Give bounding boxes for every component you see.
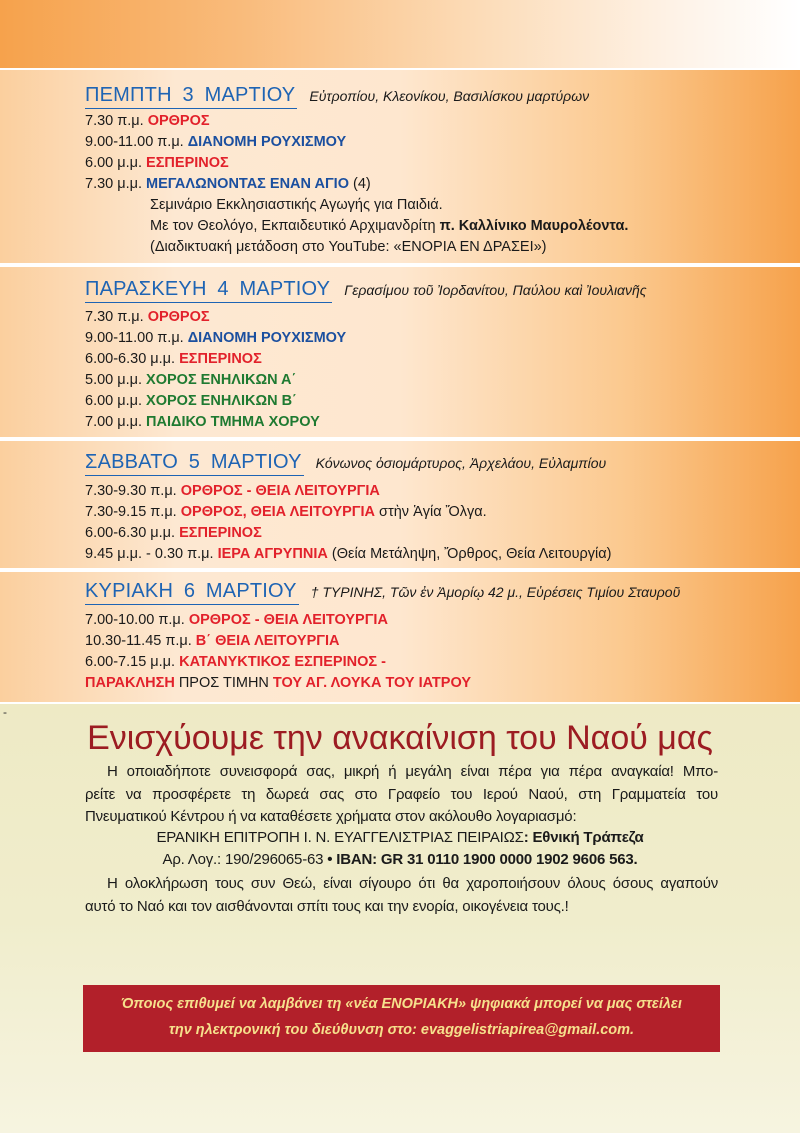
schedule-entry [85, 652, 800, 673]
schedule-text: 6.00-6.30 μ.μ. [85, 525, 180, 541]
schedule-entry [85, 523, 800, 544]
schedule-entry [85, 132, 800, 153]
service-title: ΙΕΡΑ ΑΓΡΥΠΝΙΑ [217, 546, 328, 562]
schedule-entry [85, 412, 800, 433]
day-title: ΣΑΒΒΑΤΟ 5 ΜΑΡΤΙΟΥ [85, 450, 304, 476]
service-title: ΟΡΘΡΟΣ, ΘΕΙΑ ΛΕΙΤΟΥΡΓΙΑ [180, 504, 376, 520]
schedule-note-line [85, 195, 800, 216]
schedule-entry [85, 391, 800, 412]
schedule-entry [85, 328, 800, 349]
schedule-entry [85, 349, 800, 370]
schedule-text: (Θεία Μετάληψη, Ὄρθρος, Θεία Λειτουργία) [327, 546, 612, 562]
dance-class-title: ΧΟΡΟΣ ΕΝΗΛΙΚΩΝ Β΄ [146, 393, 297, 409]
schedule-entry [85, 502, 800, 523]
schedule-text: 7.30-9.30 π.μ. [85, 483, 181, 499]
appeal-title: Ενισχύουμε την ανακαίνιση του Ναού μας [87, 719, 713, 757]
top-decorative-band [0, 0, 800, 68]
appeal-paragraph-line: Η οποιαδήποτε συνεισφορά σας, μικρή ή μεγάλη είναι πέρα για πέρα αναγκαία! Μπο- [107, 763, 718, 780]
newsletter-banner-line: Όποιος επιθυμεί να λαμβάνει τη «νέα ΕΝΟΡΙΑΚΗ» ψηφιακά μπορεί να μας στείλει [121, 996, 682, 1012]
appeal-paragraph-line: Πνευματικού Κέντρου ή να καταθέσετε χρήματα στον ακόλουθο λογαριασμό: [85, 808, 577, 825]
schedule-entry [85, 610, 800, 631]
schedule-text: Σεμινάριο Εκκλησιαστικής Αγωγής για Παιδιά. [150, 197, 443, 213]
speaker-name: π. Καλλίνικο Μαυρολέοντα. [439, 218, 629, 234]
schedule-text: 7.30 μ.μ. [85, 176, 147, 192]
schedule-text: 5.00 μ.μ. [85, 372, 147, 388]
day-header [85, 81, 589, 109]
schedule-text: 6.00 μ.μ. [85, 155, 147, 171]
service-title: ΠΑΡΑΚΛΗΣΗ [85, 675, 175, 691]
saints-of-day: Εὐτροπίου, Κλεονίκου, Βασιλίσκου μαρτύρων [309, 88, 590, 104]
schedule-text: 6.00 μ.μ. [85, 393, 147, 409]
schedule-text: 7.00-10.00 π.μ. [85, 612, 189, 628]
appeal-paragraph-line: αυτό το Ναό και τον αισθάνονται σπίτι τους και την ενορία, οικογένεια τους.! [85, 898, 569, 915]
schedule-entry [85, 174, 800, 195]
newsletter-email-line: την ηλεκτρονική του διεύθυνση στο: evaggelistriapirea@gmail.com. [168, 1022, 635, 1038]
schedule-note-line [85, 216, 800, 237]
event-title: ΜΕΓΑΛΩΝΟΝΤΑΣ ΕΝΑΝ ΑΓΙΟ [146, 176, 349, 192]
schedule-text: 7.30 π.μ. [85, 309, 148, 325]
schedule-entry [85, 370, 800, 391]
schedule-entry [85, 673, 800, 694]
stray-dash: - [3, 705, 7, 719]
saints-of-day: † ΤΥΡΙΝΗΣ, Τῶν ἐν Ἀμορίῳ 42 μ., Εὑρέσεις Τιμίου Σταυροῦ [310, 584, 681, 600]
schedule-day-sunday [0, 572, 800, 702]
service-title: ΕΣΠΕΡΙΝΟΣ [146, 155, 229, 171]
schedule-day-thursday [0, 70, 800, 263]
schedule-day-friday [0, 267, 800, 437]
schedule-text: (Διαδικτυακή μετάδοση στο YouTube: «ΕΝΟΡΙΑ ΕΝ ΔΡΑΣΕΙ») [150, 239, 547, 255]
service-title: ΟΡΘΡΟΣ - ΘΕΙΑ ΛΕΙΤΟΥΡΓΙΑ [188, 612, 388, 628]
schedule-entry [85, 111, 800, 132]
dance-class-title: ΠΑΙΔΙΚΟ ΤΜΗΜΑ ΧΟΡΟΥ [146, 414, 320, 430]
schedule-entry [85, 481, 800, 502]
service-list [85, 481, 800, 565]
service-title: ΚΑΤΑΝΥΚΤΙΚΟΣ ΕΣΠΕΡΙΝΟΣ - [179, 654, 386, 670]
day-header [85, 275, 647, 303]
day-header [85, 448, 606, 476]
service-list [85, 307, 800, 433]
appeal-paragraph-line: ρείτε να προσφέρετε τη δωρεά σας στο Γραφείο του Ιερού Ναού, στη Γραμματεία του [85, 786, 718, 803]
account-number: Αρ. Λογ.: 190/296065-63 [162, 851, 328, 868]
schedule-entry [85, 307, 800, 328]
schedule-entry [85, 631, 800, 652]
service-title: ΕΣΠΕΡΙΝΟΣ [179, 525, 262, 541]
schedule-text: 9.45 μ.μ. - 0.30 π.μ. [85, 546, 218, 562]
iban: • IBAN: GR 31 0110 1900 0000 1902 9606 563. [327, 851, 638, 868]
day-title: ΠΕΜΠΤΗ 3 ΜΑΡΤΙΟΥ [85, 83, 297, 109]
service-title: Β΄ ΘΕΙΑ ΛΕΙΤΟΥΡΓΙΑ [195, 633, 340, 649]
newsletter-signup-banner [83, 985, 720, 1052]
account-holder: ΕΡΑΝΙΚΗ ΕΠΙΤΡΟΠΗ Ι. Ν. ΕΥΑΓΓΕΛΙΣΤΡΙΑΣ ΠΕΙΡΑΙΩΣ [156, 829, 524, 846]
schedule-text: 9.00-11.00 π.μ. [85, 134, 188, 150]
event-title: ΔΙΑΝΟΜΗ ΡΟΥΧΙΣΜΟΥ [187, 330, 347, 346]
dance-class-title: ΧΟΡΟΣ ΕΝΗΛΙΚΩΝ Α΄ [146, 372, 297, 388]
schedule-entry [85, 153, 800, 174]
event-title: ΔΙΑΝΟΜΗ ΡΟΥΧΙΣΜΟΥ [187, 134, 347, 150]
saints-of-day: Γερασίμου τοῦ Ἰορδανίτου, Παύλου καὶ Ἰουλιανῆς [344, 282, 647, 298]
schedule-text: (4) [348, 176, 371, 192]
schedule-day-saturday [0, 441, 800, 568]
service-title: ΟΡΘΡΟΣ [147, 113, 210, 129]
schedule-entry [85, 544, 800, 565]
saints-of-day: Κόνωνος ὁσιομάρτυρος, Ἀρχελάου, Εὐλαμπίου [315, 455, 607, 471]
service-title: ΕΣΠΕΡΙΝΟΣ [179, 351, 262, 367]
schedule-text: στὴν Ἁγία Ὄλγα. [375, 504, 487, 520]
day-header [85, 577, 680, 605]
account-number-line [0, 849, 800, 871]
schedule-text: Με τον Θεολόγο, Εκπαιδευτικό Αρχιμανδρίτη [150, 218, 440, 234]
service-title: ΤΟΥ ΑΓ. ΛΟΥΚΑ ΤΟΥ ΙΑΤΡΟΥ [272, 675, 472, 691]
service-list [85, 610, 800, 694]
day-title: ΚΥΡΙΑΚΗ 6 ΜΑΡΤΙΟΥ [85, 579, 299, 605]
schedule-text: 9.00-11.00 π.μ. [85, 330, 188, 346]
service-title: ΟΡΘΡΟΣ - ΘΕΙΑ ΛΕΙΤΟΥΡΓΙΑ [180, 483, 380, 499]
account-holder-line [0, 827, 800, 849]
schedule-text: ΠΡΟΣ ΤΙΜΗΝ [174, 675, 273, 691]
bank-name: : Εθνική Τράπεζα [523, 829, 644, 846]
schedule-text: 10.30-11.45 π.μ. [85, 633, 196, 649]
service-list [85, 111, 800, 258]
schedule-text: 6.00-7.15 μ.μ. [85, 654, 180, 670]
schedule-text: 7.30-9.15 π.μ. [85, 504, 181, 520]
schedule-text: 7.30 π.μ. [85, 113, 148, 129]
service-title: ΟΡΘΡΟΣ [147, 309, 210, 325]
schedule-text: 6.00-6.30 μ.μ. [85, 351, 180, 367]
schedule-note-line [85, 237, 800, 258]
appeal-paragraph-line: Η ολοκλήρωση τους συν Θεώ, είναι σίγουρο ότι θα χαροποιήσουν όλους όσους αγαπούν [107, 875, 718, 892]
schedule-text: 7.00 μ.μ. [85, 414, 147, 430]
renovation-appeal-section [0, 704, 800, 1133]
day-title: ΠΑΡΑΣΚΕΥΗ 4 ΜΑΡΤΙΟΥ [85, 277, 332, 303]
